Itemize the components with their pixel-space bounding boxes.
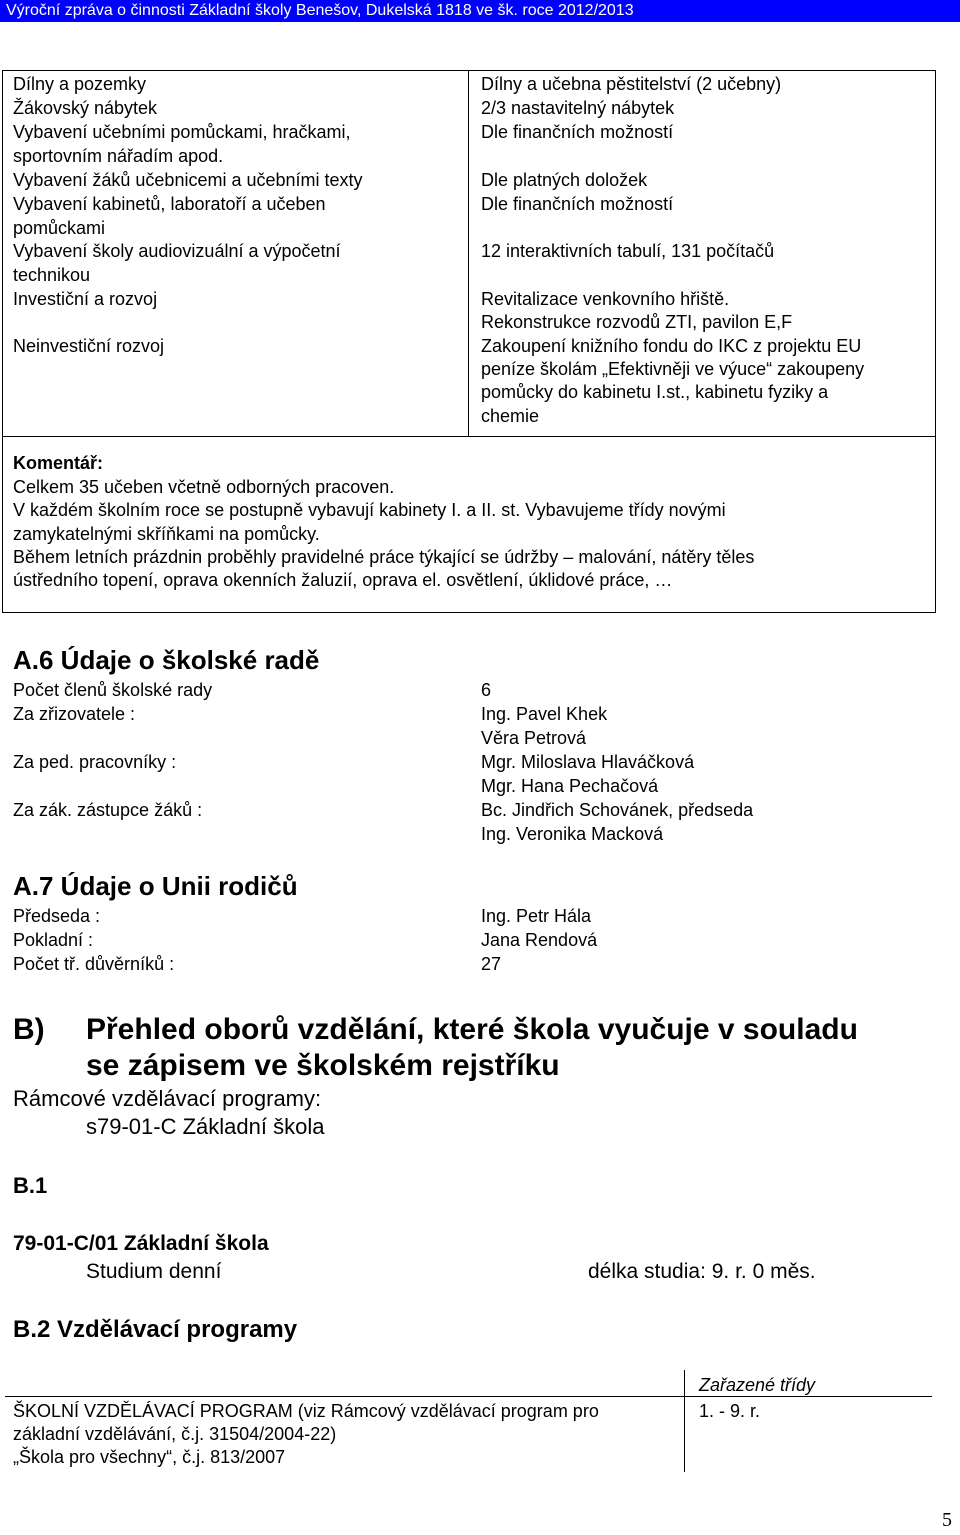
board-pupils-label: Za zák. zástupce žáků : xyxy=(13,800,203,820)
equipment-left-item: Vybavení učebními pomůckami, hračkami, xyxy=(13,122,351,142)
equipment-right-item: peníze školám „Efektivněji ve výuce“ zakoupeny xyxy=(481,359,865,379)
equipment-left-item: Vybavení školy audiovizuální a výpočetní xyxy=(13,241,341,261)
study-length: délka studia: 9. r. 0 měs. xyxy=(588,1260,816,1283)
parents-trustees-value: 27 xyxy=(481,954,502,974)
equipment-left-item: Žákovský nábytek xyxy=(13,98,158,118)
section-b-title-continued: se zápisem ve školském rejstříku xyxy=(86,1049,560,1082)
board-member: Mgr. Hana Pechačová xyxy=(481,776,659,796)
board-member: Ing. Veronika Macková xyxy=(481,824,664,844)
comment-line: ústředního topení, oprava okenních žaluzií, oprava el. osvětlení, úklidové práce, … xyxy=(13,570,673,590)
equipment-left-item: pomůckami xyxy=(13,218,106,238)
program-table-divider xyxy=(684,1370,685,1472)
board-member: Mgr. Miloslava Hlaváčková xyxy=(481,752,695,772)
equipment-right-item: pomůcky do kabinetu I.st., kabinetu fyziky a xyxy=(481,382,829,402)
equipment-left-item: Vybavení kabinetů, laboratoří a učeben xyxy=(13,194,326,214)
board-member: Ing. Pavel Khek xyxy=(481,704,608,724)
board-count-label: Počet členů školské rady xyxy=(13,680,213,700)
program-classes: 1. - 9. r. xyxy=(699,1401,761,1421)
equipment-left-item: Neinvestiční rozvoj xyxy=(13,336,165,356)
parents-chair-value: Ing. Petr Hála xyxy=(481,906,592,926)
equipment-right-item: chemie xyxy=(481,406,540,426)
parents-trustees-label: Počet tř. důvěrníků : xyxy=(13,954,175,974)
equipment-divider-vertical xyxy=(468,70,469,436)
board-member: Bc. Jindřich Schovánek, předseda xyxy=(481,800,754,820)
b1-heading: B.1 xyxy=(13,1173,48,1198)
parents-treasurer-value: Jana Rendová xyxy=(481,930,598,950)
study-form: Studium denní xyxy=(86,1260,222,1283)
equipment-right-item: Dle platných doložek xyxy=(481,170,648,190)
equipment-left-item: technikou xyxy=(13,265,91,285)
equipment-right-item: 2/3 nastavitelný nábytek xyxy=(481,98,675,118)
board-member: Věra Petrová xyxy=(481,728,587,748)
equipment-right-item: Dílny a učebna pěstitelství (2 učebny) xyxy=(481,74,782,94)
board-staff-label: Za ped. pracovníky : xyxy=(13,752,177,772)
program-line: „Škola pro všechny“, č.j. 813/2007 xyxy=(13,1447,286,1467)
equipment-right-item: Rekonstrukce rozvodů ZTI, pavilon E,F xyxy=(481,312,793,332)
equipment-right-item: Revitalizace venkovního hřiště. xyxy=(481,289,730,309)
parents-chair-label: Předseda : xyxy=(13,906,101,926)
b2-heading: B.2 Vzdělávací programy xyxy=(13,1316,298,1343)
field-code: 79-01-C/01 Základní škola xyxy=(13,1232,269,1255)
program-line: ŠKOLNÍ VZDĚLÁVACÍ PROGRAM (viz Rámcový vzdělávací program pro xyxy=(13,1401,599,1421)
board-count-value: 6 xyxy=(481,680,492,700)
page-number: 5 xyxy=(942,1509,952,1531)
equipment-left-item: sportovním nářadím apod. xyxy=(13,146,224,166)
section-b-title: Přehled oborů vzdělání, které škola vyučuje v souladu xyxy=(86,1013,858,1046)
rvp-value: s79-01-C Základní škola xyxy=(86,1114,325,1139)
comment-line: V každém školním roce se postupně vybavují kabinety I. a II. st. Vybavujeme třídy novými xyxy=(13,500,726,520)
parents-treasurer-label: Pokladní : xyxy=(13,930,94,950)
section-b-letter: B) xyxy=(13,1013,45,1046)
equipment-right-item: Zakoupení knižního fondu do IKC z projektu EU xyxy=(481,336,862,356)
equipment-right-item: Dle finančních možností xyxy=(481,122,674,142)
equipment-left-item: Vybavení žáků učebnicemi a učebními texty xyxy=(13,170,363,190)
comment-line: Během letních prázdnin proběhly pravidelné práce týkající se údržby – malování, nátěry těles xyxy=(13,547,755,567)
rvp-label: Rámcové vzdělávací programy: xyxy=(13,1086,322,1111)
program-line: základní vzdělávání, č.j. 31504/2004-22) xyxy=(13,1424,337,1444)
report-header-title: Výroční zpráva o činnosti Základní školy Benešov, Dukelská 1818 ve šk. roce 2012/2013 xyxy=(6,2,634,19)
board-heading: A.6 Údaje o školské radě xyxy=(13,645,320,675)
equipment-divider-horizontal xyxy=(2,436,936,437)
board-founder-label: Za zřizovatele : xyxy=(13,704,136,724)
parents-heading: A.7 Údaje o Unii rodičů xyxy=(13,871,298,901)
equipment-left-item: Investiční a rozvoj xyxy=(13,289,158,309)
program-classes-header: Zařazené třídy xyxy=(699,1375,816,1395)
report-header xyxy=(0,0,960,22)
equipment-right-item: Dle finančních možností xyxy=(481,194,674,214)
equipment-right-item: 12 interaktivních tabulí, 131 počítačů xyxy=(481,241,775,261)
comment-line: zamykatelnými skříňkami na pomůcky. xyxy=(13,524,320,544)
comment-label: Komentář: xyxy=(13,453,104,473)
comment-line: Celkem 35 učeben včetně odborných pracoven. xyxy=(13,477,395,497)
equipment-left-item: Dílny a pozemky xyxy=(13,74,147,94)
